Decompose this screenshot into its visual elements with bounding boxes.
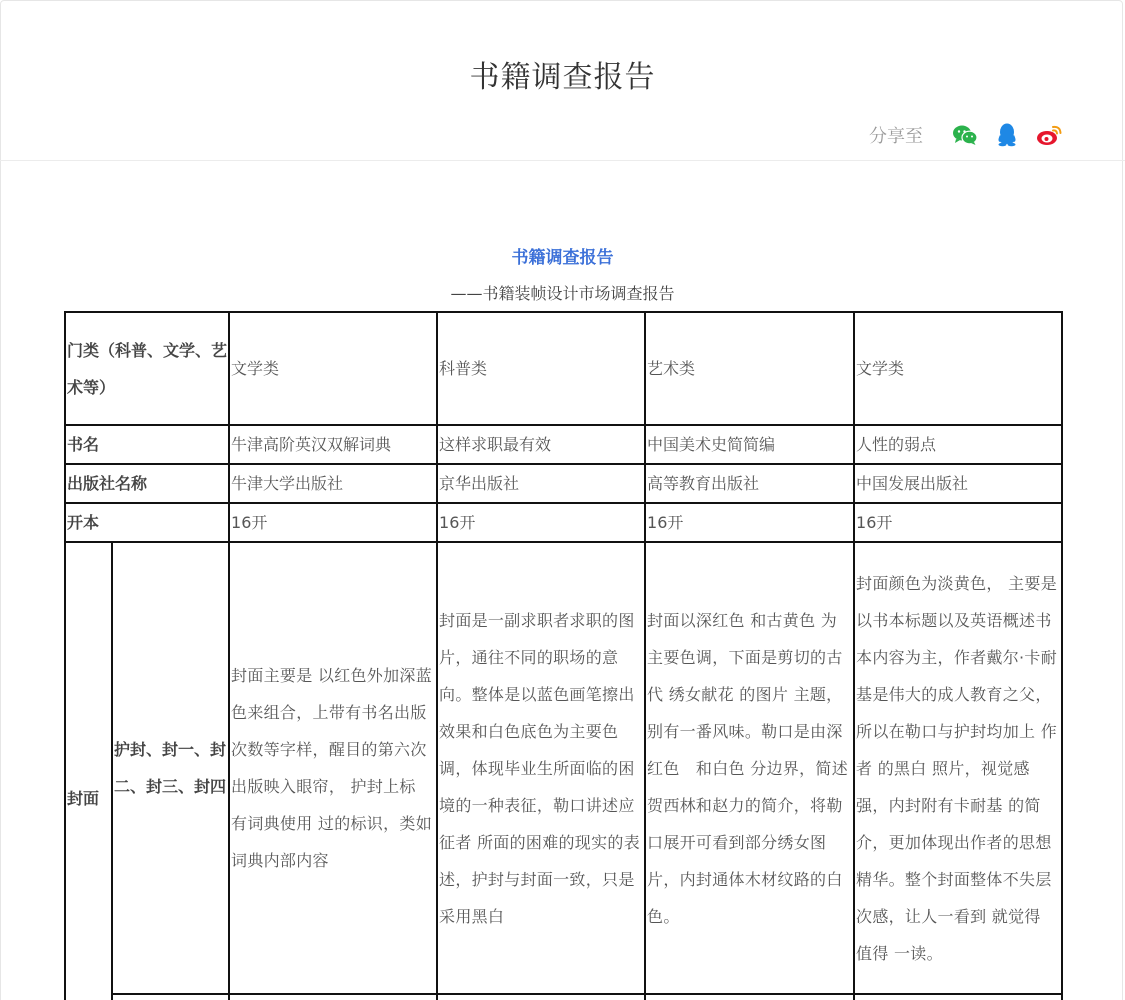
table-row-format: [65, 503, 1062, 542]
empty-cell: [112, 994, 229, 1000]
page-header: [0, 0, 1125, 161]
category-cell: 艺术类: [645, 312, 854, 425]
table-row-publisher: [65, 464, 1062, 503]
category-cell: 科普类: [437, 312, 645, 425]
empty-cell: [229, 994, 437, 1000]
document-title: 书籍调查报告: [511, 248, 614, 268]
category-cell: 文学类: [229, 312, 437, 425]
name-cell: 中国美术史简简编: [645, 425, 854, 464]
format-cell: 16开: [229, 503, 437, 542]
publisher-cell: 高等教育出版社: [645, 464, 854, 503]
category-cell: 文学类: [854, 312, 1062, 425]
qq-icon[interactable]: [993, 121, 1021, 149]
cover-description-cell: 封面是一副求职者求职的图片，通往不同的职场的意向。整体是以蓝色画笔擦出效果和白色底色为主要色调，体现毕业生所面临的困境的一种表征，勒口讲述应征者 所面的困难的现实的表述，护封与封面一致，只是采用黑白: [437, 542, 645, 994]
share-bar: [869, 120, 1063, 150]
format-cell: 16开: [854, 503, 1062, 542]
name-cell: 牛津高阶英汉双解词典: [229, 425, 437, 464]
format-cell: 16开: [437, 503, 645, 542]
name-cell: 这样求职最有效: [437, 425, 645, 464]
page-title: 书籍调查报告: [469, 60, 656, 95]
publisher-cell: 京华出版社: [437, 464, 645, 503]
empty-cell: [854, 994, 1062, 1000]
name-header-cell: 书名: [65, 425, 229, 464]
format-header-cell: 开本: [65, 503, 229, 542]
cover-description-cell: 封面以深红色 和古黄色 为主要色调，下面是剪切的古代 绣女献花 的图片 主题，别有一番风味。勒口是由深红色 和白色 分边界，简述贺西林和赵力的简介，将勒口展开可看到部分绣女图片，内封通体木材纹路的白色。: [645, 542, 854, 994]
publisher-header-cell: 出版社名称: [65, 464, 229, 503]
share-label: 分享至: [869, 126, 923, 147]
cover-description-cell: 封面主要是 以红色外加深蓝色来组合，上带有书名出版次数等字样，醒目的第六次 出版映入眼帘， 护封上标 有词典使用 过的标识，类如词典内部内容: [229, 542, 437, 994]
wechat-icon[interactable]: [951, 121, 979, 149]
format-cell: 16开: [645, 503, 854, 542]
publisher-cell: 牛津大学出版社: [229, 464, 437, 503]
table-row-cover-extra: [65, 994, 1062, 1000]
table-row-name: [65, 425, 1062, 464]
document-subtitle: ——书籍装帧设计市场调查报告: [450, 284, 675, 303]
weibo-icon[interactable]: [1035, 121, 1063, 149]
category-header-cell: 门类（科普、文学、艺术等）: [65, 312, 229, 425]
report-table: [64, 311, 1063, 1000]
empty-cell: [645, 994, 854, 1000]
name-cell: 人性的弱点: [854, 425, 1062, 464]
cover-description-cell: 封面颜色为淡黄色， 主要是以书本标题以及英语概述书本内容为主，作者戴尔·卡耐基是伟大的成人教育之父，所以在勒口与护封均加上 作者 的黑白 照片，视觉感强，内封附有卡耐基 的简介，更加体现出作者的思想精华。整个封面整体不失层次感，让人一看到 就觉得 值得 一读。: [854, 542, 1062, 994]
table-row-cover: [65, 542, 1062, 994]
publisher-cell: 中国发展出版社: [854, 464, 1062, 503]
cover-header-cell: 封面: [65, 542, 112, 1000]
cover-sub-header-cell: 护封、封一、封二、封三、封四: [112, 542, 229, 994]
empty-cell: [437, 994, 645, 1000]
table-row-category: [65, 312, 1062, 425]
